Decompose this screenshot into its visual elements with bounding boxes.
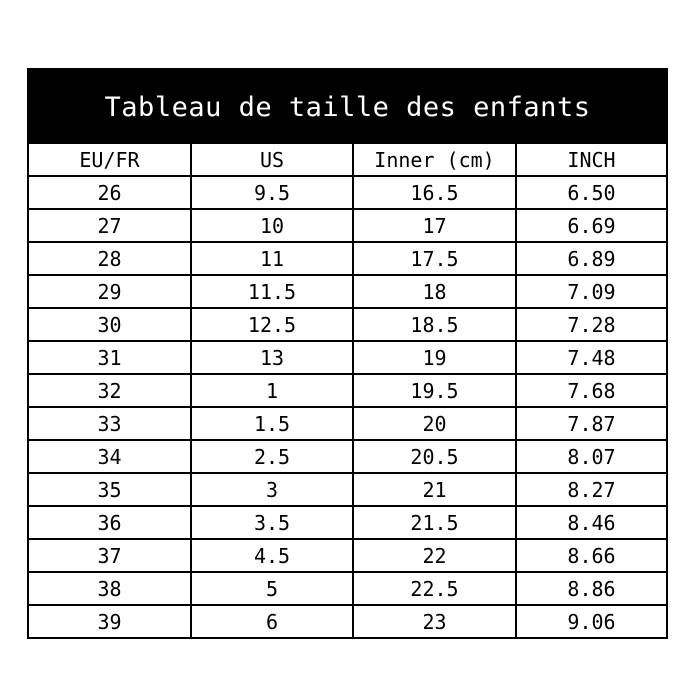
cell-eu-fr: 29 (29, 275, 191, 308)
header-row (29, 144, 666, 176)
size-chart (27, 68, 668, 639)
cell-eu-fr: 27 (29, 209, 191, 242)
table-row (29, 242, 666, 275)
cell-eu-fr: 26 (29, 176, 191, 209)
header-inner-cm: Inner (cm) (353, 144, 516, 176)
cell-us: 1 (191, 374, 353, 407)
table-row (29, 209, 666, 242)
cell-us: 10 (191, 209, 353, 242)
header-eu-fr: EU/FR (29, 144, 191, 176)
table-row (29, 539, 666, 572)
table-row (29, 440, 666, 473)
cell-eu-fr: 32 (29, 374, 191, 407)
cell-inner-cm: 17.5 (353, 242, 516, 275)
cell-inch: 8.46 (516, 506, 666, 539)
cell-eu-fr: 37 (29, 539, 191, 572)
cell-inner-cm: 22.5 (353, 572, 516, 605)
table-row (29, 308, 666, 341)
cell-us: 4.5 (191, 539, 353, 572)
cell-inch: 8.27 (516, 473, 666, 506)
cell-eu-fr: 34 (29, 440, 191, 473)
cell-eu-fr: 33 (29, 407, 191, 440)
cell-inch: 7.87 (516, 407, 666, 440)
cell-inch: 7.28 (516, 308, 666, 341)
cell-eu-fr: 30 (29, 308, 191, 341)
cell-us: 12.5 (191, 308, 353, 341)
cell-inner-cm: 23 (353, 605, 516, 637)
table-row (29, 341, 666, 374)
cell-inner-cm: 21.5 (353, 506, 516, 539)
table-row (29, 275, 666, 308)
cell-inner-cm: 16.5 (353, 176, 516, 209)
cell-inner-cm: 18.5 (353, 308, 516, 341)
cell-inch: 7.09 (516, 275, 666, 308)
table-row (29, 473, 666, 506)
cell-us: 11.5 (191, 275, 353, 308)
table-row (29, 506, 666, 539)
header-us: US (191, 144, 353, 176)
table-row (29, 605, 666, 637)
header-inch: INCH (516, 144, 666, 176)
cell-inner-cm: 19 (353, 341, 516, 374)
cell-inch: 6.69 (516, 209, 666, 242)
cell-eu-fr: 31 (29, 341, 191, 374)
cell-us: 5 (191, 572, 353, 605)
cell-us: 6 (191, 605, 353, 637)
table-body (29, 176, 666, 637)
cell-us: 2.5 (191, 440, 353, 473)
cell-inner-cm: 21 (353, 473, 516, 506)
cell-inch: 8.07 (516, 440, 666, 473)
cell-inch: 9.06 (567, 609, 616, 634)
table-row (29, 572, 666, 605)
size-table (29, 144, 666, 637)
table-row (29, 176, 666, 209)
cell-inner-cm: 17 (353, 209, 516, 242)
cell-inner-cm: 20.5 (353, 440, 516, 473)
cell-us: 13 (191, 341, 353, 374)
cell-inch: 7.48 (516, 341, 666, 374)
cell-eu-fr: 38 (29, 572, 191, 605)
cell-eu-fr: 36 (29, 506, 191, 539)
cell-inch: 6.50 (516, 176, 666, 209)
chart-title: Tableau de taille des enfants (29, 70, 666, 144)
table-row (29, 407, 666, 440)
cell-eu-fr: 39 (29, 605, 191, 637)
cell-eu-fr: 28 (29, 242, 191, 275)
cell-inch: 8.86 (516, 572, 666, 605)
cell-inner-cm: 19.5 (353, 374, 516, 407)
cell-inch: 7.68 (516, 374, 666, 407)
cell-inch: 6.89 (516, 242, 666, 275)
table-row (29, 374, 666, 407)
cell-us: 11 (191, 242, 353, 275)
cell-inner-cm: 20 (353, 407, 516, 440)
cell-us: 9.5 (191, 176, 353, 209)
cell-inner-cm: 18 (353, 275, 516, 308)
cell-inch: 8.66 (516, 539, 666, 572)
cell-us: 1.5 (191, 407, 353, 440)
cell-inner-cm: 22 (353, 539, 516, 572)
cell-eu-fr: 35 (29, 473, 191, 506)
cell-us: 3.5 (191, 506, 353, 539)
cell-us: 3 (191, 473, 353, 506)
